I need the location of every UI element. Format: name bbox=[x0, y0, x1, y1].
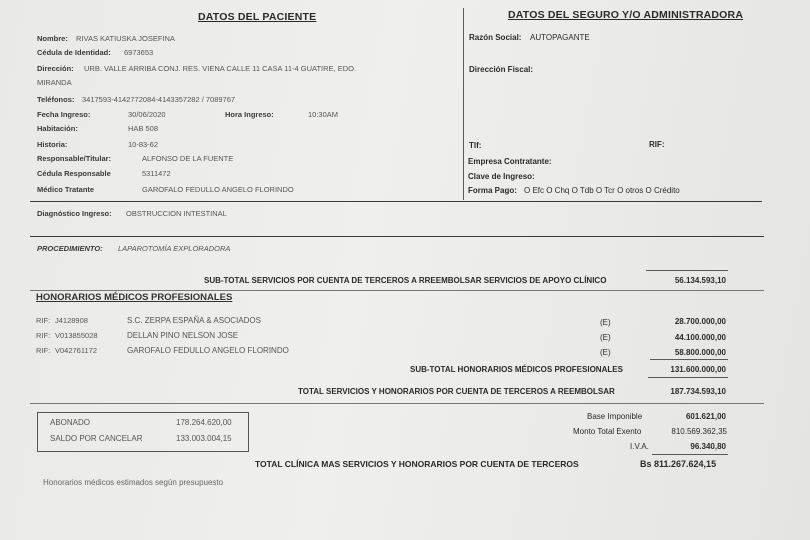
subtotal-honorarios-value: 131.600.000,00 bbox=[670, 365, 726, 374]
column-divider bbox=[463, 8, 464, 200]
separator-top bbox=[30, 201, 762, 202]
honorario-row-3-amount: 58.800.000,00 bbox=[674, 348, 726, 357]
nombre-label: Nombre: bbox=[37, 34, 68, 43]
subtotal-honorarios-label: SUB-TOTAL HONORARIOS MÉDICOS PROFESIONALES bbox=[410, 365, 623, 374]
honorario-row-1-amount: 28.700.000,00 bbox=[674, 317, 726, 326]
responsable-label: Responsable/Titular: bbox=[37, 154, 112, 163]
patient-data-header: DATOS DEL PACIENTE bbox=[198, 11, 317, 23]
direccion-label: Dirección: bbox=[37, 64, 74, 73]
tlf-label: Tlf: bbox=[469, 141, 482, 150]
diagnostico-label: Diagnóstico Ingreso: bbox=[37, 209, 112, 218]
habitacion-value: HAB 508 bbox=[128, 124, 159, 133]
subtotal-honorarios-rule bbox=[648, 377, 728, 378]
honorario-row-1-rif-label: RIF: bbox=[36, 316, 51, 325]
honorario-row-3-name: GAROFALO FEDULLO ANGELO FLORINDO bbox=[127, 346, 289, 355]
total-servicios-value: 187.734.593,10 bbox=[670, 387, 726, 396]
honorario-row-2-amount: 44.100.000,00 bbox=[674, 333, 726, 342]
direccion-value-line2: MIRANDA bbox=[37, 78, 72, 87]
honorario-row-3-type: (E) bbox=[600, 348, 611, 357]
telefonos-label: Teléfonos: bbox=[37, 95, 75, 104]
base-imponible-value: 601.621,00 bbox=[685, 412, 726, 421]
empresa-contratante-label: Empresa Contratante: bbox=[468, 157, 552, 166]
rif-label: RIF: bbox=[649, 140, 665, 149]
abonado-value: 178.264.620,00 bbox=[176, 418, 232, 427]
cedula-value: 6973653 bbox=[124, 48, 154, 57]
razon-social-value: AUTOPAGANTE bbox=[530, 33, 590, 42]
estimate-note: Honorarios médicos estimados según presupuesto bbox=[43, 478, 224, 487]
honorario-row-2-rif-label: RIF: bbox=[36, 331, 51, 340]
honorario-row-2-type: (E) bbox=[600, 333, 611, 342]
total-clinica-label: TOTAL CLÍNICA MAS SERVICIOS Y HONORARIOS POR CUENTA DE TERCEROS bbox=[255, 459, 579, 469]
procedimiento-value: LAPAROTOMÍA EXPLORADORA bbox=[118, 244, 231, 253]
honorario-row-3-rif: V042761172 bbox=[55, 346, 97, 355]
honorario-row-1-rif: J4128908 bbox=[55, 316, 88, 325]
abonado-label: ABONADO bbox=[50, 418, 91, 427]
historia-value: 10-83-62 bbox=[128, 140, 159, 149]
nombre-value: RIVAS KATIUSKA JOSEFINA bbox=[76, 34, 175, 43]
medico-tratante-label: Médico Tratante bbox=[37, 185, 95, 194]
saldo-value: 133.003.004,15 bbox=[176, 434, 232, 443]
habitacion-label: Habitación: bbox=[37, 124, 78, 133]
insurance-data-header: DATOS DEL SEGURO Y/O ADMINISTRADORA bbox=[508, 9, 744, 21]
clave-ingreso-label: Clave de Ingreso: bbox=[468, 172, 535, 181]
honorarios-header: HONORARIOS MÉDICOS PROFESIONALES bbox=[36, 292, 233, 303]
honorario-row-2-rif: V013855028 bbox=[55, 331, 98, 340]
honorario-row-1-type: (E) bbox=[600, 318, 611, 327]
hora-ingreso-value: 10:30AM bbox=[308, 110, 339, 119]
iva-rule bbox=[652, 454, 728, 455]
cedula-responsable-label: Cédula Responsable bbox=[37, 169, 111, 178]
separator-diagnostico bbox=[30, 236, 764, 237]
fecha-ingreso-value: 30/06/2020 bbox=[128, 110, 166, 119]
historia-label: Historia: bbox=[37, 140, 68, 149]
subtotal-servicios-value: 56.134.593,10 bbox=[674, 276, 726, 285]
forma-pago-options: O Efc O Chq O Tdb O Tcr O otros O Crédito bbox=[524, 186, 680, 195]
honorarios-rule bbox=[650, 359, 728, 360]
total-clinica-value: Bs 811.267.624,15 bbox=[640, 459, 717, 469]
diagnostico-value: OBSTRUCCION INTESTINAL bbox=[126, 209, 227, 218]
honorario-row-2-name: DELLAN PINO NELSON JOSE bbox=[127, 331, 239, 340]
razon-social-label: Razón Social: bbox=[469, 33, 522, 42]
procedimiento-label: PROCEDIMIENTO: bbox=[37, 244, 103, 253]
separator-total bbox=[30, 403, 764, 404]
honorario-row-1-name: S.C. ZERPA ESPAÑA & ASOCIADOS bbox=[127, 316, 261, 325]
telefonos-value: 3417593-4142772084-4143357282 / 7089767 bbox=[82, 95, 236, 104]
saldo-label: SALDO POR CANCELAR bbox=[50, 434, 143, 443]
subtotal-servicios-rule bbox=[646, 270, 728, 271]
medico-tratante-value: GAROFALO FEDULLO ANGELO FLORINDO bbox=[142, 185, 294, 194]
responsable-value: ALFONSO DE LA FUENTE bbox=[142, 154, 234, 163]
direccion-fiscal-label: Dirección Fiscal: bbox=[469, 65, 534, 74]
iva-value: 96.340,80 bbox=[690, 442, 726, 451]
base-imponible-label: Base Imponible bbox=[587, 412, 643, 421]
separator-servicios bbox=[30, 290, 764, 291]
forma-pago-label: Forma Pago: bbox=[468, 186, 517, 195]
total-servicios-label: TOTAL SERVICIOS Y HONORARIOS POR CUENTA DE TERCEROS A REEMBOLSAR bbox=[298, 387, 615, 396]
monto-exento-label: Monto Total Exento bbox=[573, 427, 642, 436]
hora-ingreso-label: Hora Ingreso: bbox=[225, 110, 274, 119]
monto-exento-value: 810.569.362,35 bbox=[671, 427, 727, 436]
honorario-row-3-rif-label: RIF: bbox=[36, 346, 51, 355]
fecha-ingreso-label: Fecha Ingreso: bbox=[37, 110, 91, 119]
direccion-value-line1: URB. VALLE ARRIBA CONJ. RES. VIENA CALLE 11 CASA 11-4 GUATIRE, EDO. bbox=[84, 64, 357, 73]
iva-label: I.V.A. bbox=[630, 442, 649, 451]
subtotal-servicios-label: SUB-TOTAL SERVICIOS POR CUENTA DE TERCEROS A RREEMBOLSAR SERVICIOS DE APOYO CLÍNICO bbox=[204, 276, 607, 285]
cedula-responsable-value: 5311472 bbox=[142, 169, 171, 178]
cedula-label: Cédula de Identidad: bbox=[37, 48, 111, 57]
